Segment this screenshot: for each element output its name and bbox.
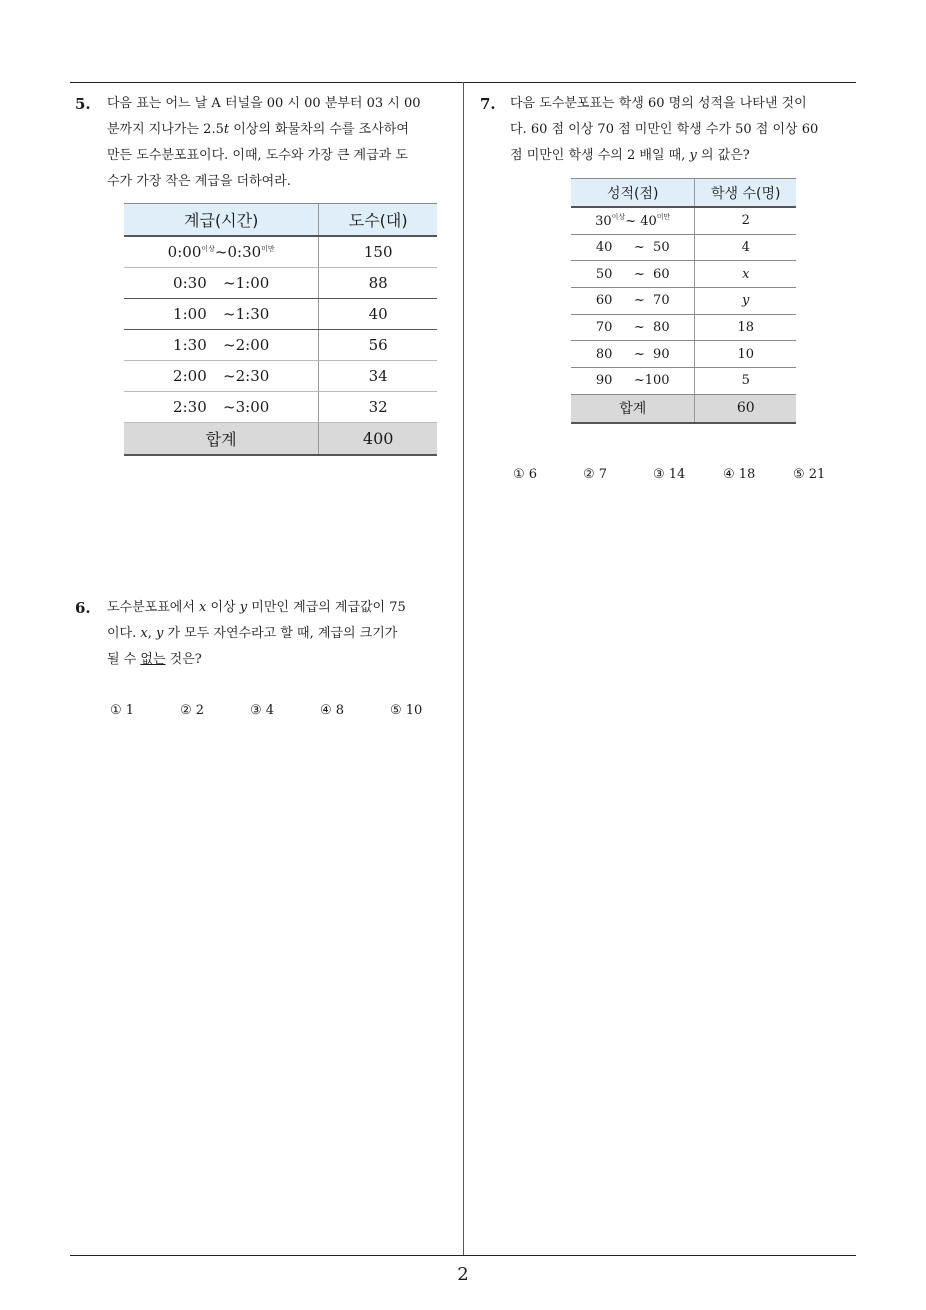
question-5-text (107, 91, 467, 195)
choice-2[interactable]: ② 2 (180, 703, 205, 718)
total-label: 합계 (124, 423, 319, 456)
choice-3[interactable]: ③ 14 (653, 467, 686, 482)
question-7-line-3: 점 미만인 학생 수의 2 배일 때, y 의 값은? (510, 148, 750, 163)
question-7-frequency-table (571, 178, 796, 424)
table-row (571, 234, 796, 261)
underlined-word: 없는 (140, 652, 166, 667)
table-row (124, 236, 437, 268)
class-interval: 40 ~ 50 (571, 234, 695, 261)
class-interval: 80 ~ 90 (571, 341, 695, 368)
table-row (124, 268, 437, 299)
class-interval: 50 ~ 60 (571, 261, 695, 288)
question-7-line-1: 다음 도수분포표는 학생 60 명의 성적을 나타낸 것이 (510, 96, 807, 111)
class-interval: 70 ~ 80 (571, 314, 695, 341)
frequency-value: 88 (319, 268, 437, 299)
choice-1[interactable]: ① 6 (513, 467, 538, 482)
header-students: 학생 수(명) (695, 179, 796, 208)
frequency-value: y (695, 288, 796, 315)
question-5-line-3: 만든 도수분포표이다. 이때, 도수와 가장 큰 계급과 도 (107, 148, 408, 163)
class-interval: 60 ~ 70 (571, 288, 695, 315)
question-5-line-2: 분까지 지나가는 2.5t 이상의 화물차의 수를 조사하여 (107, 122, 409, 137)
class-interval: 1:00 ~1:30 (124, 299, 319, 330)
choice-2[interactable]: ② 7 (583, 467, 608, 482)
class-interval: 0:30 ~1:00 (124, 268, 319, 299)
header-score: 성적(점) (571, 179, 695, 208)
frequency-value: 56 (319, 330, 437, 361)
table-row (124, 330, 437, 361)
question-6-line-1: 도수분포표에서 x 이상 y 미만인 계급의 계급값이 75 (107, 600, 406, 615)
table-header-row (124, 204, 437, 237)
header-class-interval: 계급(시간) (124, 204, 319, 237)
total-label: 합계 (571, 394, 695, 423)
question-7-number: 7. (480, 95, 496, 113)
question-5-line-1: 다음 표는 어느 날 A 터널을 00 시 00 분부터 03 시 00 (107, 96, 421, 111)
class-interval: $30^{이상}\sim$ $40^{미만}$ (571, 207, 695, 234)
class-interval: 2:30 ~3:00 (124, 392, 319, 423)
class-interval: 1:30 ~2:00 (124, 330, 319, 361)
table-row (124, 361, 437, 392)
header-frequency: 도수(대) (319, 204, 437, 237)
bottom-rule (70, 1255, 856, 1256)
frequency-value: 18 (695, 314, 796, 341)
page-number: 2 (457, 1264, 469, 1285)
table-row (571, 207, 796, 234)
table-row (571, 314, 796, 341)
class-interval: 90 ~100 (571, 368, 695, 395)
choice-4[interactable]: ④ 18 (723, 467, 756, 482)
variable-x: x (140, 626, 148, 641)
frequency-value: 34 (319, 361, 437, 392)
table-row (571, 341, 796, 368)
question-6-choices (110, 703, 422, 718)
choice-3[interactable]: ③ 4 (250, 703, 275, 718)
question-7-choices (513, 467, 825, 482)
frequency-value: 2 (695, 207, 796, 234)
question-7-line-2: 다. 60 점 이상 70 점 미만인 학생 수가 50 점 이상 60 (510, 122, 819, 137)
question-5-frequency-table (124, 203, 437, 456)
table-row (571, 368, 796, 395)
variable-y: y (689, 148, 697, 163)
total-value: 400 (319, 423, 437, 456)
class-interval: $0:00^{이상}\sim 0:30^{미만}$ (124, 236, 319, 268)
variable-y: y (239, 600, 248, 615)
total-value: 60 (695, 394, 796, 423)
choice-4[interactable]: ④ 8 (320, 703, 345, 718)
question-6-line-2: 이다. x, y 가 모두 자연수라고 할 때, 계급의 크기가 (107, 626, 398, 641)
question-5-number: 5. (75, 95, 91, 113)
question-6-line-3: 될 수 없는 것은? (107, 652, 202, 667)
frequency-value: 4 (695, 234, 796, 261)
frequency-value: 32 (319, 392, 437, 423)
table-row (124, 299, 437, 330)
choice-5[interactable]: ⑤ 21 (793, 467, 826, 482)
table-row (571, 261, 796, 288)
variable-t: t (223, 122, 230, 137)
table-total-row (571, 394, 796, 423)
class-interval: 2:00 ~2:30 (124, 361, 319, 392)
table-header-row (571, 179, 796, 208)
frequency-value: 40 (319, 299, 437, 330)
frequency-value: 10 (695, 341, 796, 368)
frequency-value: 5 (695, 368, 796, 395)
table-total-row (124, 423, 437, 456)
question-6-number: 6. (75, 599, 91, 617)
variable-y: y (156, 626, 164, 641)
question-7-text (510, 91, 870, 169)
variable-x: x (199, 600, 207, 615)
choice-5[interactable]: ⑤ 10 (390, 703, 423, 718)
frequency-value: 150 (319, 236, 437, 268)
question-5-line-4: 수가 가장 작은 계급을 더하여라. (107, 174, 291, 189)
frequency-value: x (695, 261, 796, 288)
question-6-text (107, 595, 467, 673)
choice-1[interactable]: ① 1 (110, 703, 135, 718)
table-row (571, 288, 796, 315)
table-row (124, 392, 437, 423)
